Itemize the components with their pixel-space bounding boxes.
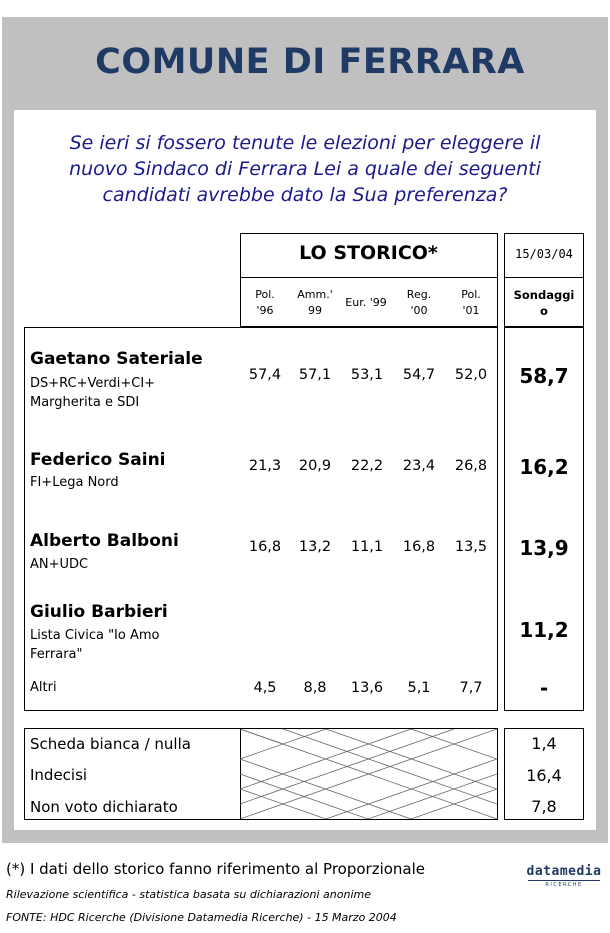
method-note: Rilevazione scientifica - statistica basata su dichiarazioni anonime bbox=[6, 888, 372, 901]
historic-value: 13,5 bbox=[454, 539, 488, 555]
column-header-line: Eur. '99 bbox=[345, 296, 387, 309]
storico-title: LO STORICO* bbox=[299, 242, 438, 264]
historic-value: 57,4 bbox=[248, 367, 282, 383]
poll-value: 16,2 bbox=[519, 455, 569, 479]
column-header bbox=[395, 287, 443, 319]
hatch-pattern bbox=[240, 729, 497, 819]
survey-question bbox=[14, 130, 596, 208]
historic-value: 13,2 bbox=[298, 539, 332, 555]
poll-value: 11,2 bbox=[519, 618, 569, 642]
candidate-party bbox=[30, 626, 159, 664]
poll-header-line: o bbox=[540, 304, 548, 318]
historic-value: 7,7 bbox=[459, 680, 483, 696]
historic-value: 13,6 bbox=[350, 680, 384, 696]
divider bbox=[504, 277, 584, 278]
answer-value: 7,8 bbox=[531, 797, 557, 816]
footnote: (*) I dati dello storico fanno riferimento al Proporzionale bbox=[6, 860, 426, 878]
candidate-name: Giulio Barbieri bbox=[30, 602, 168, 622]
column-header bbox=[447, 287, 495, 319]
question-line: nuovo Sindaco di Ferrara Lei a quale dei seguenti bbox=[69, 158, 541, 180]
column-header-line: '01 bbox=[462, 304, 480, 317]
column-header-line: Amm.' bbox=[297, 288, 333, 301]
survey-date: 15/03/04 bbox=[515, 247, 573, 261]
logo-subtext: RICERCHE bbox=[545, 882, 583, 888]
historic-value: 16,8 bbox=[402, 539, 436, 555]
question-line: candidati avrebbe dato la Sua preferenza? bbox=[102, 184, 508, 206]
party-line: DS+RC+Verdi+CI+ bbox=[30, 376, 156, 391]
party-line: Lista Civica "Io Amo bbox=[30, 628, 160, 643]
column-header-line: '96 bbox=[256, 304, 274, 317]
historic-value: 20,9 bbox=[298, 458, 332, 474]
poll-value: - bbox=[539, 676, 549, 700]
column-header bbox=[241, 287, 289, 319]
candidate-party bbox=[30, 374, 155, 412]
answer-label: Non voto dichiarato bbox=[30, 798, 178, 816]
column-header-line: 99 bbox=[308, 304, 322, 317]
poll-value: 58,7 bbox=[519, 364, 569, 388]
source-note: FONTE: HDC Ricerche (Divisione Datamedia Ricerche) - 15 Marzo 2004 bbox=[6, 911, 397, 924]
historic-value: 23,4 bbox=[402, 458, 436, 474]
historic-value: 53,1 bbox=[350, 367, 384, 383]
historic-value: 16,8 bbox=[248, 539, 282, 555]
historic-value: 21,3 bbox=[248, 458, 282, 474]
answer-label: Indecisi bbox=[30, 766, 88, 784]
page-title: COMUNE DI FERRARA bbox=[95, 42, 525, 82]
historic-value: 5,1 bbox=[407, 680, 431, 696]
answer-value: 16,4 bbox=[526, 766, 562, 785]
historic-value: 11,1 bbox=[350, 539, 384, 555]
historic-value: 4,5 bbox=[253, 680, 277, 696]
logo-rule bbox=[528, 880, 600, 881]
historic-value: 54,7 bbox=[402, 367, 436, 383]
column-header-line: Reg. bbox=[406, 288, 432, 301]
column-header bbox=[291, 287, 339, 319]
column-header-line: Pol. bbox=[461, 288, 481, 301]
poll-header-line: Sondaggi bbox=[513, 288, 575, 302]
datamedia-logo bbox=[522, 864, 606, 888]
logo-text: datamedia bbox=[526, 864, 602, 879]
candidate-party bbox=[30, 555, 88, 574]
historic-value: 52,0 bbox=[454, 367, 488, 383]
poll-value: 13,9 bbox=[519, 536, 569, 560]
party-line: Margherita e SDI bbox=[30, 395, 140, 410]
candidate-name: Gaetano Sateriale bbox=[30, 349, 203, 369]
historic-value: 57,1 bbox=[298, 367, 332, 383]
party-line: FI+Lega Nord bbox=[30, 475, 119, 490]
candidate-name: Alberto Balboni bbox=[30, 531, 179, 551]
historic-value: 26,8 bbox=[454, 458, 488, 474]
answer-label: Scheda bianca / nulla bbox=[30, 735, 191, 753]
historic-value: 8,8 bbox=[303, 680, 327, 696]
divider bbox=[240, 277, 498, 278]
column-header-line: Pol. bbox=[255, 288, 275, 301]
historic-value: 22,2 bbox=[350, 458, 384, 474]
altri-label: Altri bbox=[30, 680, 57, 695]
poll-column-header bbox=[505, 287, 583, 319]
party-line: Ferrara" bbox=[30, 647, 83, 662]
question-line: Se ieri si fossero tenute le elezioni per eleggere il bbox=[69, 132, 541, 154]
party-line: AN+UDC bbox=[30, 557, 89, 572]
column-header bbox=[342, 295, 390, 311]
column-header-line: '00 bbox=[410, 304, 428, 317]
candidate-party bbox=[30, 473, 119, 492]
answer-value: 1,4 bbox=[531, 734, 557, 753]
candidate-name: Federico Saini bbox=[30, 450, 166, 470]
